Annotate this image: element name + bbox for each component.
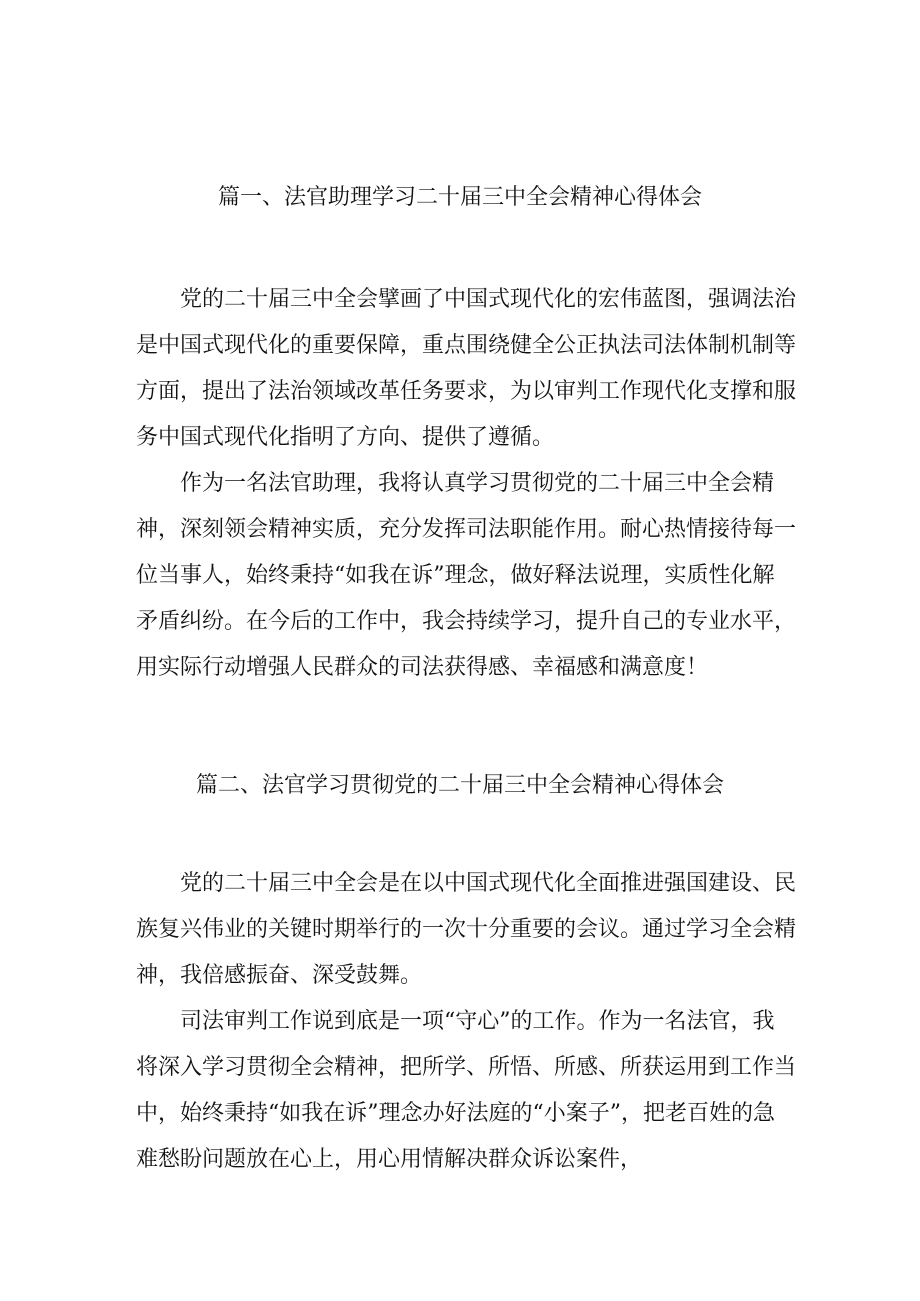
section-1-paragraph-1: 党的二十届三中全会擘画了中国式现代化的宏伟蓝图，强调法治是中国式现代化的重要保障，重点围绕健全公正执法司法体制机制等方面，提出了法治领域改革任务要求，为以审判工作现代化支撑和服务中国式现代化指明了方向、提供了遵循。	[136, 287, 797, 450]
section-2-paragraph-2: 司法审判工作说到底是一项“守心”的工作。作为一名法官，我将深入学习贯彻全会精神，把所学、所悟、所感、所获运用到工作当中，始终秉持“如我在诉”理念办好法庭的“小案子”，把老百姓的急难愁盼问题放在心上，用心用情解决群众诉讼案件，	[136, 1009, 797, 1172]
section-1-paragraph-2: 作为一名法官助理，我将认真学习贯彻党的二十届三中全会精神，深刻领会精神实质，充分发挥司法职能作用。耐心热情接待每一位当事人，始终秉持“如我在诉”理念，做好释法说理，实质性化解矛盾纠纷。在今后的工作中，我会持续学习，提升自己的专业水平，用实际行动增强人民群众的司法获得感、幸福感和满意度！	[136, 471, 797, 680]
section-2-paragraph-1: 党的二十届三中全会是在以中国式现代化全面推进强国建设、民族复兴伟业的关键时期举行的一次十分重要的会议。通过学习全会精神，我倍感振奋、深受鼓舞。	[136, 871, 797, 988]
section-2-body	[136, 861, 796, 1183]
section-2-heading: 篇二、法官学习贯彻党的二十届三中全会精神心得体会	[195, 773, 724, 798]
section-1-body	[136, 277, 796, 691]
section-1-heading: 篇一、法官助理学习二十届三中全会精神心得体会	[217, 185, 702, 210]
